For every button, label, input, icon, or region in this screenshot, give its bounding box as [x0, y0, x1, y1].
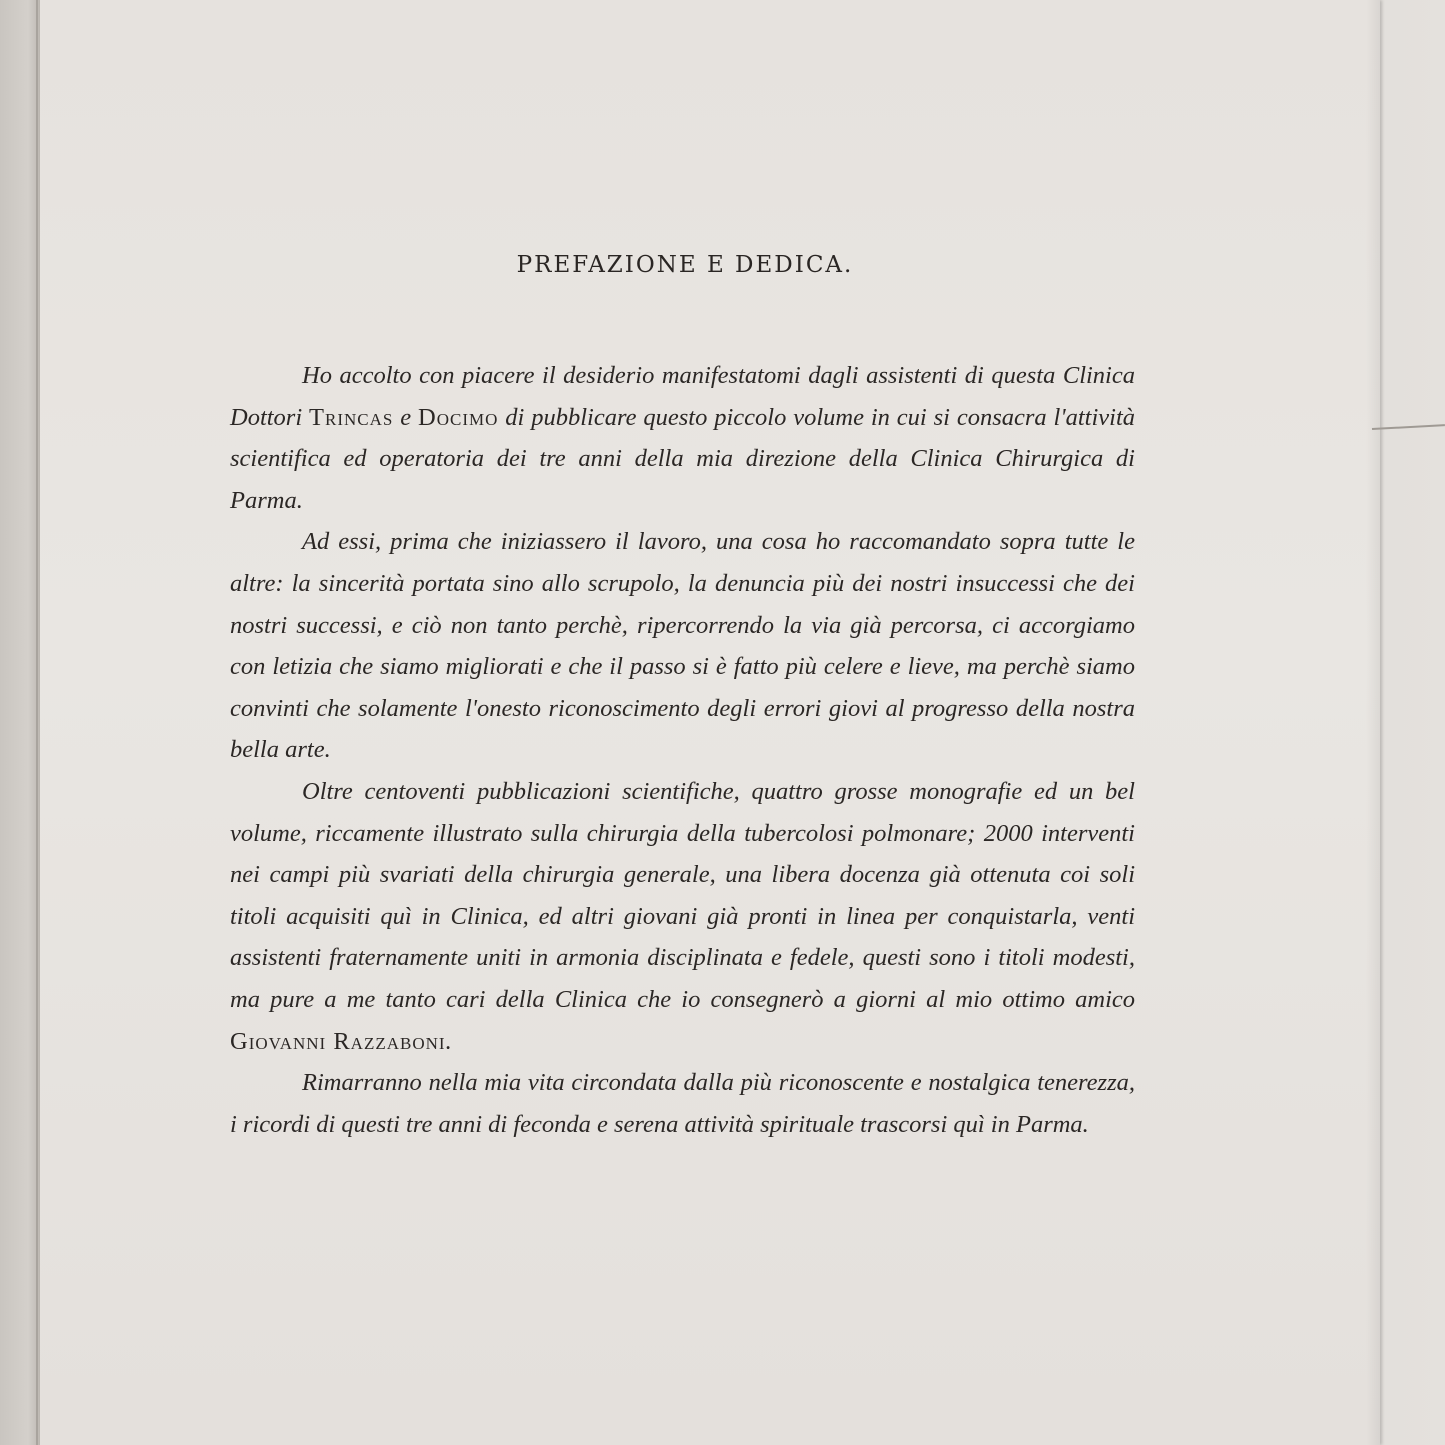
left-page-edge	[0, 0, 40, 1445]
paragraph-2: Ad essi, prima che iniziassero il lavoro, una cosa ho raccomandato sopra tutte le altre: la sincerità portata sino allo scrupolo, la denuncia più dei nostri insuccessi che dei nostri successi, e ciò non tanto perchè, ripercorrendo la via già percorsa, ci accorgiamo con letizia che siamo migliorati e che il passo si è fatto più celere e lieve, ma perchè siamo convinti che solamente l'onesto riconoscimento degli errori giovi al progresso della nostra bella arte.	[230, 528, 1135, 764]
paragraph-4: Rimarranno nella mia vita circondata dalla più riconoscente e nostalgica tenerezza, i ricordi di questi tre anni di feconda e serena attività spirituale trascorsi quì in Parma.	[230, 1069, 1135, 1138]
paragraph-3-text-a: Oltre centoventi pubblicazioni scientifiche, quattro grosse monografie ed un bel volume, riccamente illustrato sulla chirurgia della tubercolosi polmonare; 2000 interventi nei campi più svariati della chirurgia generale, una libera docenza già ottenuta coi soli titoli acquisiti quì in Clinica, ed altri giovani già pronti in linea per conquistarla, venti assistenti fraternamente uniti in armonia disciplinata e fedele, questi sono i titoli modesti, ma pure a me tanto cari della Clinica che io consegnerò a giorni al mio ottimo amico	[230, 777, 1135, 1013]
paragraph-3	[230, 771, 1135, 1062]
paragraph-3-text-b: .	[445, 1027, 452, 1055]
page-title: PREFAZIONE E DEDICA.	[516, 252, 854, 278]
name-docimo: Docimo	[418, 403, 499, 431]
name-giovanni-razzaboni: Giovanni Razzaboni	[230, 1027, 446, 1055]
paragraph-1-text-c: di pubblicare questo piccolo volume in cui si consacra l'attività scientifica ed operatoria dei tre anni della mia direzione della Clinica Chirurgica di Parma.	[230, 403, 1135, 514]
paragraph-1-text-b: e	[393, 403, 419, 431]
preface-body	[230, 355, 1135, 1145]
name-trincas: Trincas	[309, 403, 394, 431]
paragraph-1-text-a: Ho accolto con piacere il desiderio manifestatomi dagli assistenti di questa Clinica Dottori	[230, 362, 1135, 431]
background-edge-line	[1372, 424, 1445, 430]
paragraph-1	[230, 355, 1135, 521]
book-page	[40, 0, 1380, 1445]
